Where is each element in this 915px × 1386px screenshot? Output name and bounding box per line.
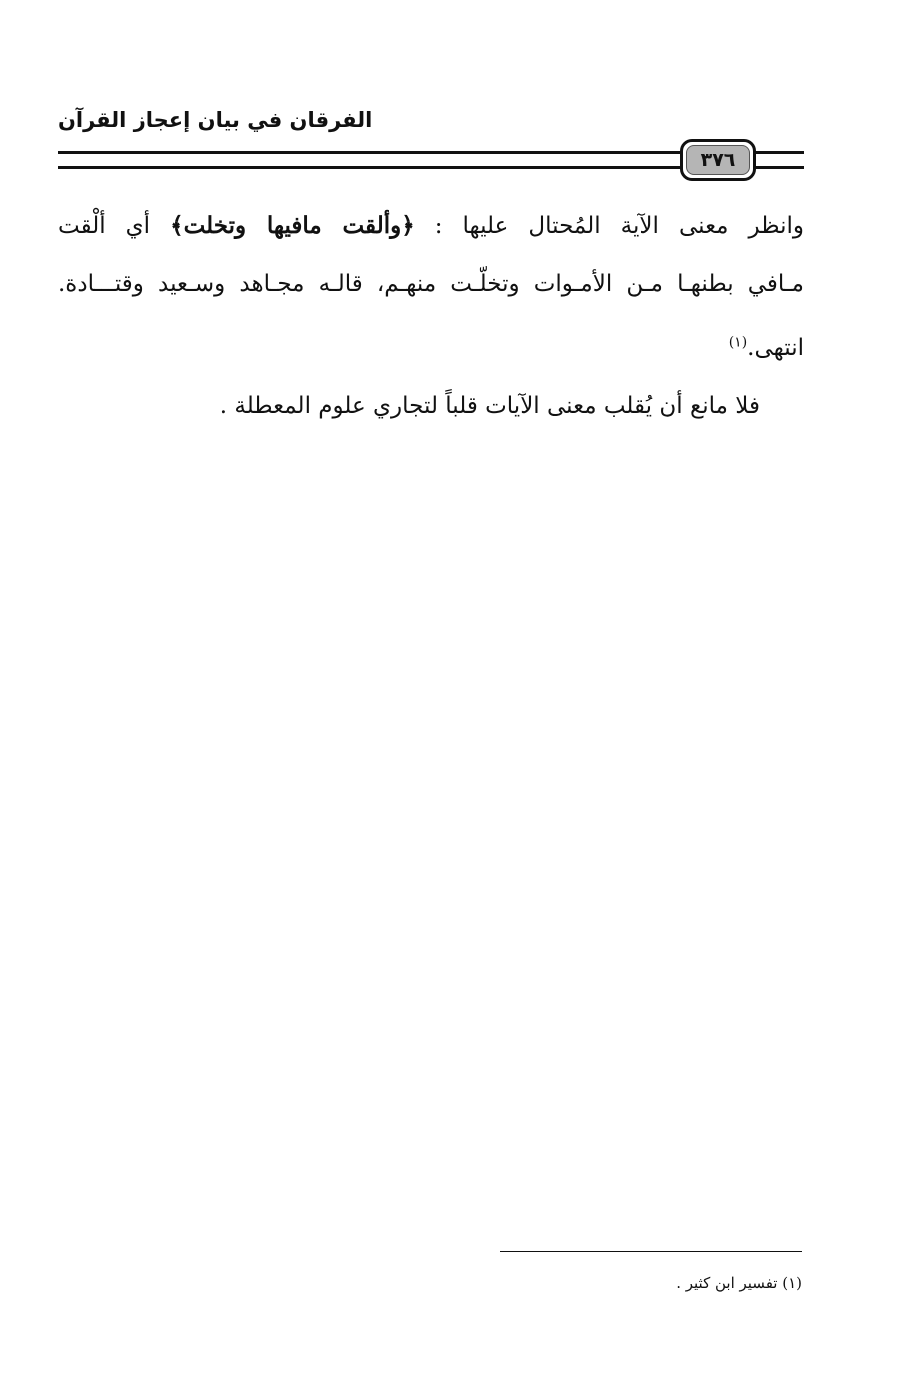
body-line-3 (600, 326, 804, 370)
running-header-title: الفرقان في بيان إعجاز القرآن (58, 108, 373, 132)
body-line-1-end: أي ألْقت (58, 213, 171, 239)
body-line-1 (58, 204, 804, 248)
body-line-4: فلا مانع أن يُقلب معنى الآيات قلباً لتجاري علوم المعطلة . (219, 393, 760, 419)
quran-verse: ﴿وألقت مافيها وتخلت﴾ (170, 212, 415, 239)
header-rule-lower-right (756, 166, 804, 169)
footnote-separator (500, 1251, 802, 1252)
header-rule-upper-left (58, 151, 681, 154)
body-line-1-start: وانظر معنى الآية المُحتال عليها : (414, 213, 804, 239)
footnote-reference: (١) (728, 334, 748, 351)
body-line-2: مـافي بطنهـا مـن الأمـوات وتخلّـت منهـم، قالـه مجـاهد وسـعيد وقتـــادة. (58, 271, 804, 297)
footnote-text: (١) تفسير ابن كثير . (676, 1274, 802, 1292)
page-number: ٣٧٦ (686, 145, 750, 175)
header-rule-lower-left (58, 166, 681, 169)
page-number-badge (680, 139, 756, 181)
body-line-3-text: انتهى. (747, 335, 804, 361)
header-rule-upper-right (756, 151, 804, 154)
